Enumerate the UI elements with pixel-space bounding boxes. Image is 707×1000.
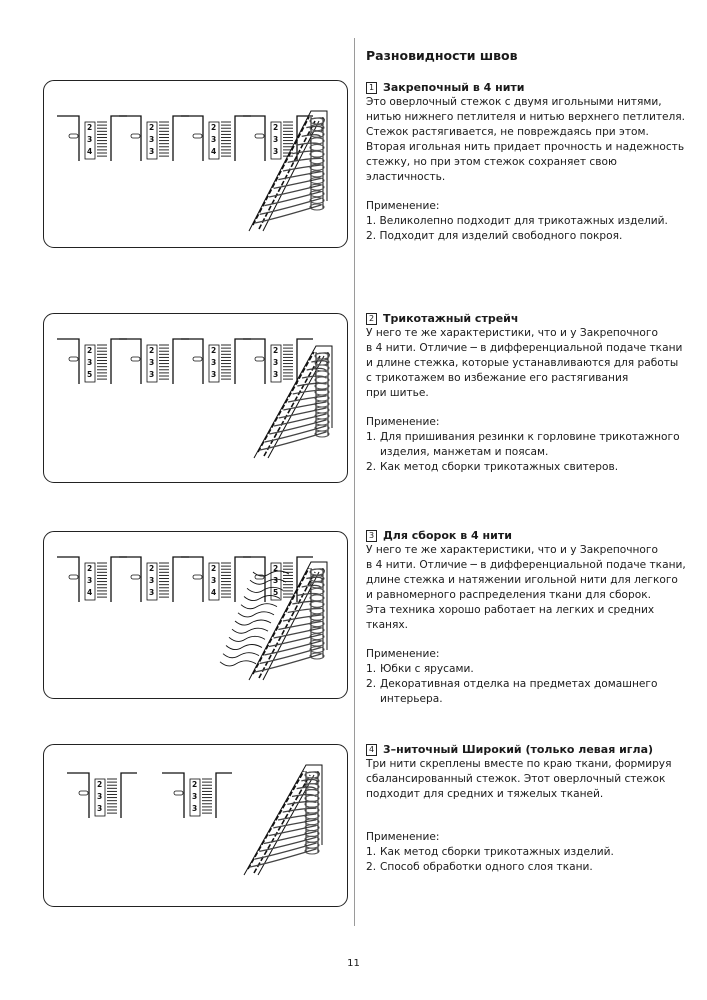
dial-label: 2 [149,346,155,355]
desc-line: с трикотажем во избежание его растягивания [366,372,629,384]
dial-value: 3 [97,804,103,813]
dial-label: 3 [149,135,155,144]
section-number: 2 [366,313,377,325]
section-title: 3 Для сборок в 4 нити [366,528,702,543]
dial-label: 3 [149,358,155,367]
section-title: 2 Трикотажный стрейч [366,311,702,326]
dial-label: 3 [211,576,217,585]
list-item: 1. Юбки с ярусами. [366,663,474,675]
stitch-diagram-3 [44,532,347,698]
illustration-1 [43,80,348,248]
application-list [366,662,702,707]
dial-label: 3 [97,792,103,801]
section-3 [366,528,702,707]
application-list [366,430,702,475]
desc-line: стежку, но при этом стежок сохраняет свою [366,156,617,168]
dial-value: 3 [192,804,198,813]
stitch-illustration [254,346,332,458]
desc-line: Три нити скреплены вместе по краю ткани, формируя [366,758,672,770]
illustration-4 [43,744,348,907]
tension-dial [57,116,127,161]
desc-line: Это оверлочный стежок с двумя игольными нитями, [366,96,662,108]
dial-label: 2 [192,780,198,789]
dial-label: 3 [87,576,93,585]
section-4 [366,742,702,875]
stitch-diagram-1 [44,81,347,247]
dial-label: 3 [192,792,198,801]
dial-label: 2 [211,123,217,132]
dial-label: 2 [149,564,155,573]
list-item: 2. Декоративная отделка на предметах домашнего интерьера. [366,678,658,705]
dial-label: 3 [211,358,217,367]
dial-label: 3 [273,358,279,367]
tension-dial [119,557,189,602]
tension-dial [162,773,232,818]
tension-dial [57,339,127,384]
tension-dial [181,116,251,161]
dial-label: 2 [273,346,279,355]
desc-line: сбалансированный стежок. Этот оверлочный стежок [366,773,666,785]
dial-label: 2 [87,346,93,355]
desc-line: в 4 нити. Отличие ─ в дифференциальной подаче ткани, [366,559,686,571]
desc-line: при шитье. [366,387,429,399]
application-label: Применение: [366,200,440,212]
tension-dial [57,557,127,602]
page-heading: Разновидности швов [366,48,518,63]
section-1 [366,80,702,244]
dial-label: 2 [211,346,217,355]
desc-line: тканях. [366,619,408,631]
desc-line: подходит для средних и тяжелых тканей. [366,788,604,800]
dial-label: 2 [87,564,93,573]
application-list [366,845,702,875]
dial-label: 2 [97,780,103,789]
illustration-3 [43,531,348,699]
dial-value: 3 [149,147,155,156]
tension-dial [181,339,251,384]
desc-line: эластичность. [366,171,446,183]
dial-value: 5 [87,370,93,379]
application-label: Применение: [366,416,440,428]
section-title: 1 Закрепочный в 4 нити [366,80,702,95]
desc-line: Вторая игольная нить придает прочность и надежность [366,141,685,153]
dial-value: 3 [149,588,155,597]
dial-label: 3 [149,576,155,585]
tension-dial [67,773,137,818]
section-number: 1 [366,82,377,94]
dial-label: 3 [87,358,93,367]
dial-label: 3 [273,576,279,585]
list-item: 1. Великолепно подходит для трикотажных изделий. [366,215,668,227]
dial-label: 2 [211,564,217,573]
tension-dial [119,116,189,161]
illustration-2 [43,313,348,483]
stitch-illustration [244,765,322,875]
list-item: 2. Подходит для изделий свободного покроя. [366,230,623,242]
section-number: 4 [366,744,377,756]
list-item: 1. Для пришивания резинки к горловине трикотажного изделия, манжетам и поясам. [366,431,680,458]
desc-line: У него те же характеристики, что и у Закрепочного [366,327,658,339]
desc-line: Стежок растягивается, не повреждаясь при этом. [366,126,649,138]
dial-value: 4 [87,588,93,597]
dial-label: 2 [273,564,279,573]
desc-line: и равномерного распределения ткани для сборок. [366,589,651,601]
desc-line: Эта техника хорошо работает на легких и средних [366,604,655,616]
dial-label: 3 [273,135,279,144]
list-item: 1. Как метод сборки трикотажных изделий. [366,846,614,858]
dial-value: 5 [273,588,279,597]
tension-dial [181,557,251,602]
list-item: 2. Способ обработки одного слоя ткани. [366,861,593,873]
desc-line: нитью нижнего петлителя и нитью верхнего петлителя. [366,111,686,123]
dial-value: 3 [273,147,279,156]
stitch-diagram-4 [44,745,347,906]
page-number: 11 [347,958,360,969]
dial-value: 4 [211,147,217,156]
dial-label: 3 [211,135,217,144]
application-label: Применение: [366,831,440,843]
stitch-diagram-2 [44,314,347,482]
section-title: 4 3–ниточный Широкий (только левая игла) [366,742,702,757]
dial-label: 3 [87,135,93,144]
section-number: 3 [366,530,377,542]
section-2 [366,311,702,475]
dial-value: 3 [149,370,155,379]
dial-label: 2 [87,123,93,132]
desc-line: и длине стежка, которые устанавливаются для работы [366,357,679,369]
stitch-illustration [220,562,327,680]
dial-label: 2 [273,123,279,132]
dial-value: 4 [87,147,93,156]
dial-value: 3 [273,370,279,379]
column-divider [354,38,355,926]
stitch-illustration [249,111,327,231]
dial-value: 3 [211,370,217,379]
desc-line: длине стежка и натяжении игольной нити для легкого [366,574,678,586]
application-label: Применение: [366,648,440,660]
tension-dial [119,339,189,384]
desc-line: У него те же характеристики, что и у Закрепочного [366,544,658,556]
list-item: 2. Как метод сборки трикотажных свитеров. [366,461,619,473]
desc-line: в 4 нити. Отличие ─ в дифференциальной подаче ткани [366,342,683,354]
dial-value: 4 [211,588,217,597]
application-list [366,214,702,244]
dial-label: 2 [149,123,155,132]
